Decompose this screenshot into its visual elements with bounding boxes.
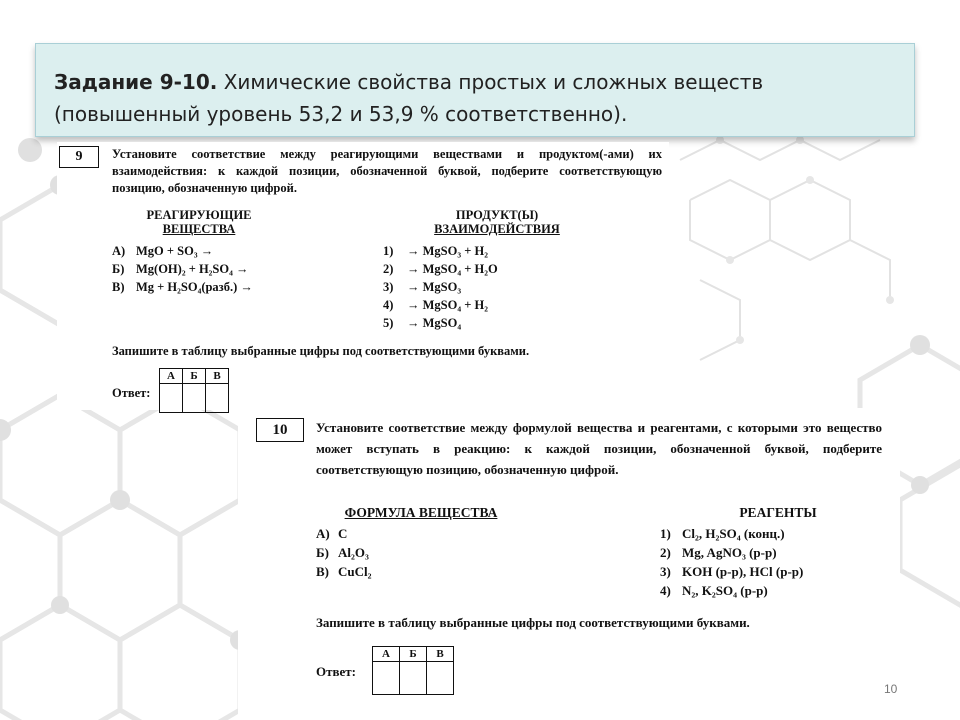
answer-cell-a[interactable] [160,384,183,413]
task9-right-header-line2: ВЗАИМОДЕЙСТВИЯ [434,222,560,236]
answer-cell-b[interactable] [400,662,427,695]
answer-cell-c[interactable] [427,662,454,695]
reagent-text: Mg(OH)₂ + H₂SO₄ → [136,262,249,276]
task9-reagent-c [112,280,253,295]
task10-number: 10 [256,418,304,442]
formula-text: Al₂O₃ [338,545,369,560]
slide-title-line-2: (повышенный уровень 53,2 и 53,9 % соответственно). [54,102,628,126]
task9-reagent-a [112,244,213,259]
task10-formula-a [316,526,347,542]
reagent-label: В) [112,280,125,294]
task9-right-header-line1: ПРОДУКТ(Ы) [455,208,539,222]
answer-header-a: А [373,647,400,662]
task9-left-header [119,208,279,236]
slide-title-line-1 [54,66,914,98]
slide-title-bold: Задание 9-10. [54,70,218,94]
reagent-text: Cl₂, H₂SO₄ (конц.) [682,526,785,541]
task10-answer-label: Ответ: [316,664,357,679]
task9-instruction: Установите соответствие между реагирующими веществами и продуктом(-ами) их взаимодействия: к каждой позиции, обозначенной буквой, подберите соответствующую позицию, обозначенную цифрой. [112,147,662,195]
formula-label: Б) [316,545,329,560]
task9-answer-label: Ответ: [112,386,151,400]
task9-answer-table [159,368,229,413]
reagent-text: N₂, K₂SO₄ (р-р) [682,583,768,598]
task9-left-header-line1: РЕАГИРУЮЩИЕ [146,208,252,222]
task10-table-instruction: Запишите в таблицу выбранные цифры под соответствующими буквами. [316,615,750,630]
task9-reagent-b [112,262,248,277]
answer-header-a: А [160,369,183,384]
reagent-label: 4) [660,583,671,598]
product-text: → MgSO₃ [407,280,462,294]
formula-text: CuCl₂ [338,564,372,579]
task9-product-3 [383,280,461,295]
reagent-text: MgO + SO₃ → [136,244,214,258]
task9-product-4 [383,298,488,313]
task10-answer-table [372,646,454,695]
reagent-label: 3) [660,564,671,579]
reagent-label: А) [112,244,126,258]
product-label: 1) [383,244,394,258]
product-text: → MgSO₄ + H₂O [407,262,498,276]
task9-table-instruction: Запишите в таблицу выбранные цифры под соответствующими буквами. [112,344,530,358]
task10-instruction: Установите соответствие между формулой вещества и реагентами, с которыми это вещество может вступать в реакцию: к каждой позиции, обозначенной буквой, подберите соответствующую позицию, обозначенную цифрой. [316,420,882,477]
answer-header-b: Б [400,647,427,662]
task10-right-header: РЕАГЕНТЫ [739,505,817,520]
product-label: 2) [383,262,394,276]
task10-reagent-2 [660,545,777,561]
task9-right-header [397,208,597,236]
reagent-text: Mg + H₂SO₄(разб.) → [136,280,253,294]
task10-scan [238,408,900,720]
task9-number: 9 [59,146,99,168]
reagent-text: KOH (р-р), HCl (р-р) [682,564,804,579]
answer-cell-c[interactable] [206,384,229,413]
product-label: 5) [383,316,394,330]
page-number: 10 [884,682,898,696]
product-label: 4) [383,298,394,312]
formula-text: C [338,526,348,541]
product-text: → MgSO₄ + H₂ [407,298,488,312]
product-text: → MgSO₃ + H₂ [407,244,488,258]
task10-reagent-3 [660,564,803,580]
reagent-text: Mg, AgNO₃ (р-р) [682,545,777,560]
answer-header-c: В [427,647,454,662]
task9-product-1 [383,244,488,259]
task10-reagent-1 [660,526,785,542]
task10-reagent-4 [660,583,768,599]
task10-formula-b [316,545,369,561]
task9-scan [57,142,669,410]
answer-cell-a[interactable] [373,662,400,695]
task9-product-5 [383,316,461,331]
reagent-label: Б) [112,262,125,276]
slide-title-box [35,43,915,137]
reagent-label: 2) [660,545,671,560]
answer-header-b: Б [183,369,206,384]
slide-title-rest: Химические свойства простых и сложных веществ [217,70,764,94]
task10-formula-c [316,564,372,580]
answer-cell-b[interactable] [183,384,206,413]
formula-label: В) [316,564,329,579]
product-label: 3) [383,280,394,294]
task9-left-header-line2: ВЕЩЕСТВА [162,222,236,236]
product-text: → MgSO₄ [407,316,462,330]
formula-label: А) [316,526,330,541]
answer-header-c: В [206,369,229,384]
task10-left-header: ФОРМУЛА ВЕЩЕСТВА [344,505,498,520]
reagent-label: 1) [660,526,671,541]
task9-product-2 [383,262,498,277]
